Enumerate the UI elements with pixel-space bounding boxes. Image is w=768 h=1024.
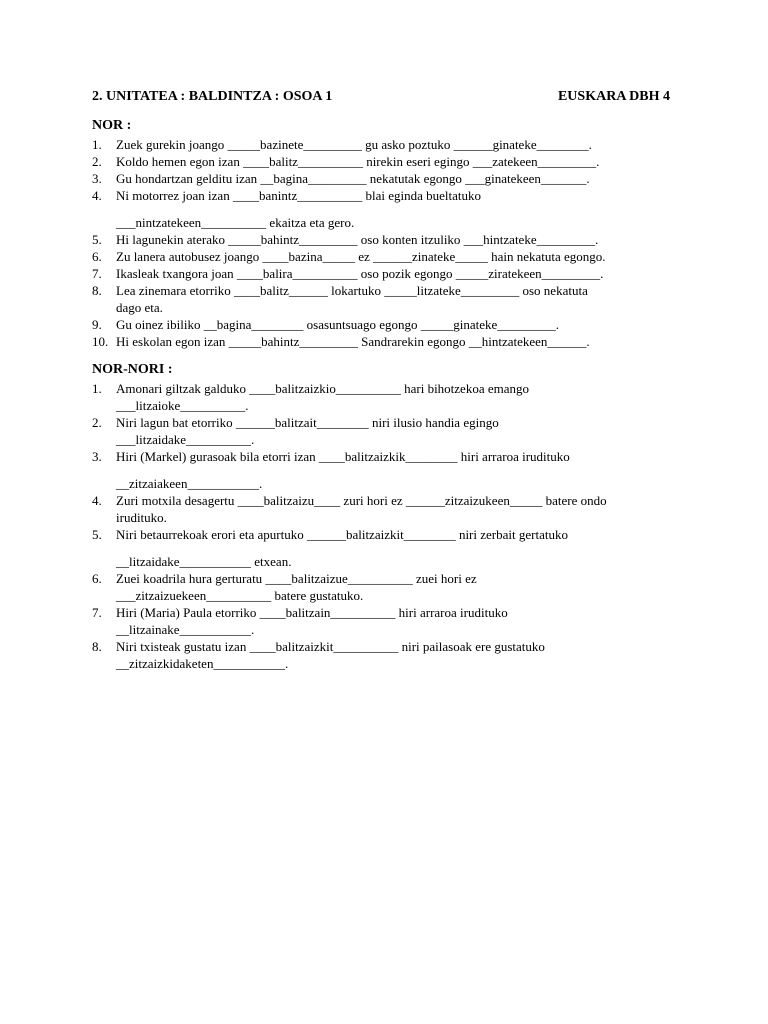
item-text: Zuri motxila desagertu ____balitzaizu____ zuri hori ez ______zitzaizukeen_____ batere ondo <box>116 493 607 508</box>
item-text: Zu lanera autobusez joango ____bazina_____ ez ______zinateke_____ hain nekatuta egongo. <box>116 249 606 264</box>
exercise-item <box>92 570 670 604</box>
exercise-item <box>92 638 670 672</box>
exercise-item <box>92 414 670 448</box>
exercise-item <box>92 492 670 526</box>
item-number: 5. <box>92 232 102 247</box>
exercise-item <box>92 333 670 350</box>
item-text-continued: ___zitzaizuekeen__________ batere gustatuko. <box>116 588 364 603</box>
exercise-item <box>92 282 670 316</box>
exercise-item <box>92 604 670 638</box>
item-number: 7. <box>92 266 102 281</box>
item-text: Niri txisteak gustatu izan ____balitzaizkit__________ niri pailasoak ere gustatuko <box>116 639 545 654</box>
exercise-item <box>92 136 670 153</box>
exercise-item <box>92 231 670 248</box>
item-text-continued: dago eta. <box>116 300 163 315</box>
item-number: 3. <box>92 449 102 464</box>
exercise-item <box>92 526 670 570</box>
exercise-item <box>92 316 670 333</box>
item-text: Hi eskolan egon izan _____bahintz_________ Sandrarekin egongo __hintzatekeen______. <box>116 334 590 349</box>
item-number: 3. <box>92 171 102 186</box>
exercise-list-nor-nori <box>92 380 670 672</box>
course-label: EUSKARA DBH 4 <box>557 89 670 104</box>
item-text: Koldo hemen egon izan ____balitz__________ nirekin eseri egingo ___zatekeen_________. <box>116 154 600 169</box>
section-title-nor-nori: NOR-NORI : <box>92 362 173 377</box>
item-number: 10. <box>92 334 109 349</box>
item-text-continued: __litzainake___________. <box>116 622 255 637</box>
item-text: Gu oinez ibiliko __bagina________ osasuntsuago egongo _____ginateke_________. <box>116 317 560 332</box>
exercise-item <box>92 153 670 170</box>
item-text-continued: __litzaidake___________ etxean. <box>116 554 292 569</box>
item-number: 2. <box>92 154 102 169</box>
item-text: Lea zinemara etorriko ____balitz______ lokartuko _____litzateke_________ oso nekatuta <box>116 283 588 298</box>
item-text: Zuek gurekin joango _____bazinete_________ gu asko poztuko ______ginateke________. <box>116 137 592 152</box>
exercise-item <box>92 187 670 231</box>
item-number: 4. <box>92 188 102 203</box>
item-text: Zuei koadrila hura gerturatu ____balitzaizue__________ zuei hori ez <box>116 571 477 586</box>
unit-title: 2. UNITATEA : BALDINTZA : OSOA 1 <box>92 89 333 104</box>
item-text-continued: irudituko. <box>116 510 167 525</box>
item-number: 8. <box>92 639 102 654</box>
item-text: Ni motorrez joan izan ____banintz__________ blai eginda bueltatuko <box>116 188 481 203</box>
item-number: 1. <box>92 381 102 396</box>
item-text: Gu hondartzan gelditu izan __bagina_________ nekatutak egongo ___ginatekeen_______. <box>116 171 590 186</box>
item-number: 7. <box>92 605 102 620</box>
item-number: 1. <box>92 137 102 152</box>
item-text: Hiri (Markel) gurasoak bila etorri izan ____balitzaizkik________ hiri arraroa irudituko <box>116 449 570 464</box>
item-text: Amonari giltzak galduko ____balitzaizkio__________ hari bihotzekoa emango <box>116 381 530 396</box>
item-text: Niri betaurrekoak erori eta apurtuko ______balitzaizkit________ niri zerbait gertatuko <box>116 527 568 542</box>
item-text-continued: ___litzaioke__________. <box>116 398 249 413</box>
item-text-continued: ___nintzatekeen__________ ekaitza eta gero. <box>116 215 355 230</box>
item-number: 9. <box>92 317 102 332</box>
item-text-continued: ___litzaidake__________. <box>116 432 255 447</box>
item-text: Hi lagunekin aterako _____bahintz_________ oso konten itzuliko ___hintzateke_________. <box>116 232 599 247</box>
item-number: 8. <box>92 283 102 298</box>
item-number: 6. <box>92 571 102 586</box>
exercise-item <box>92 265 670 282</box>
item-number: 2. <box>92 415 102 430</box>
exercise-item <box>92 448 670 492</box>
exercise-item <box>92 248 670 265</box>
item-number: 5. <box>92 527 102 542</box>
exercise-item <box>92 170 670 187</box>
item-text-continued: __zitzaizkidaketen___________. <box>116 656 289 671</box>
exercise-list-nor <box>92 136 670 350</box>
item-text: Hiri (Maria) Paula etorriko ____balitzain__________ hiri arraroa irudituko <box>116 605 508 620</box>
worksheet-header <box>92 88 670 106</box>
item-number: 4. <box>92 493 102 508</box>
item-text: Niri lagun bat etorriko ______balitzait________ niri ilusio handia egingo <box>116 415 499 430</box>
item-text-continued: __zitzaiakeen___________. <box>116 476 263 491</box>
item-text: Ikasleak txangora joan ____balira__________ oso pozik egongo _____ziratekeen_________. <box>116 266 604 281</box>
section-title-nor: NOR : <box>92 118 132 133</box>
item-number: 6. <box>92 249 102 264</box>
exercise-item <box>92 380 670 414</box>
